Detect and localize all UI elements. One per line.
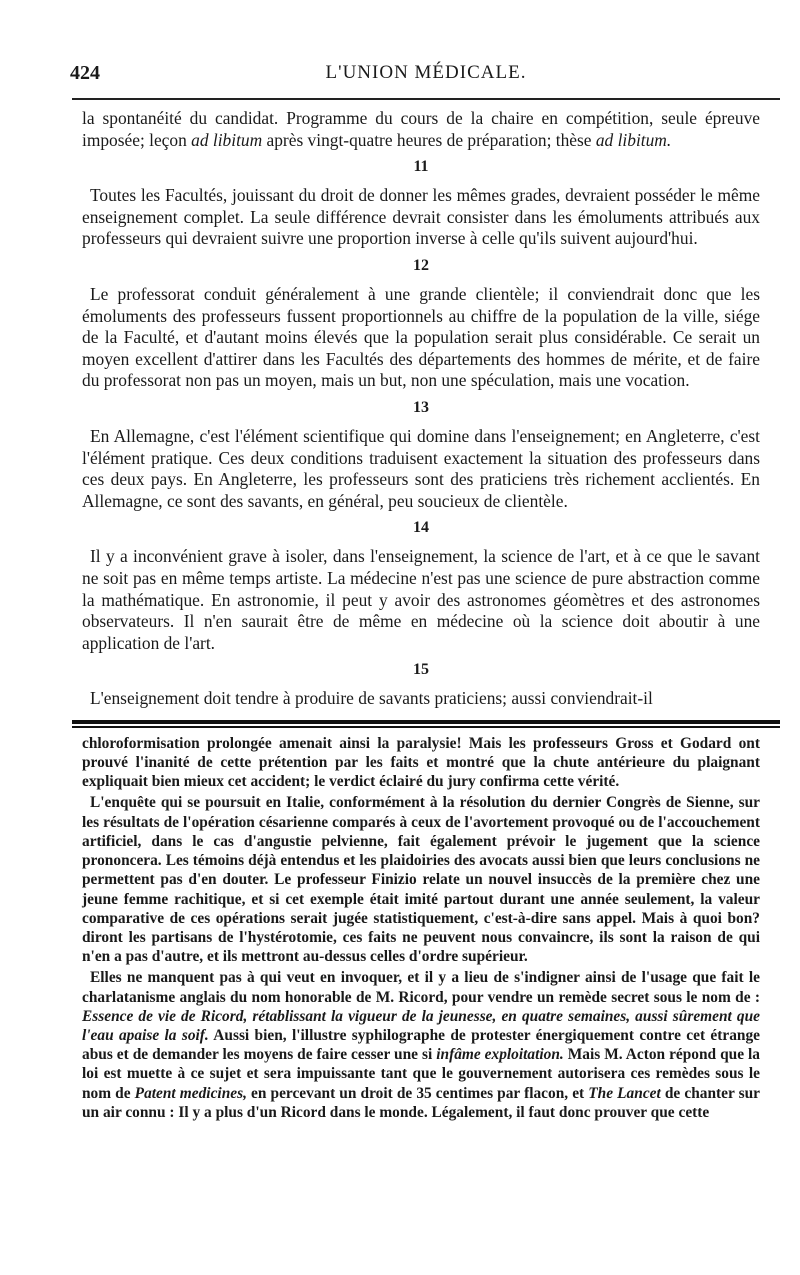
paragraph-14: Il y a inconvénient grave à isoler, dans l'enseignement, la science de l'art, et à ce que le savant ne soit pas en même temps artiste. La médecine n'est pas une science de pure abstraction comme la mathématique. En astronomie, il peut y avoir des astronomes géomètres et des astronomes observateurs. Il n'en saurait être de même en médecine où la science doit aboutir à une application de l'art.	[82, 546, 760, 653]
paragraph-13: En Allemagne, c'est l'élément scientifique qui domine dans l'enseignement; en Angleterre, c'est l'élément pratique. Ces deux conditions traduisent exactement la situation des professeurs dans ces deux pays. En Angleterre, les professeurs sont des praticiens très richement acclientés. En Allemagne, ce sont des savants, en général, peu soucieux de clientèle.	[82, 425, 760, 511]
page-number: 424	[70, 62, 100, 84]
running-title: L'UNION MÉDICALE.	[325, 62, 527, 83]
section-number-11: 11	[413, 158, 429, 176]
main-text	[82, 108, 760, 710]
section-number-14: 14	[413, 519, 429, 537]
feuilleton-paragraph-2: L'enquête qui se poursuit en Italie, conformément à la résolution du dernier Congrès de Sienne, sur les résultats de l'opération césarienne comparés à ceux de l'avortement provoqué ou de l'accouchement artificiel, dans le cas d'angustie pelvienne, fait également prévoir le jugement que la science prononcera. Les témoins déjà entendus et les plaidoiries des avocats aussi bien que leurs conclusions ne permettent pas d'en douter. Le professeur Finizio relate un nouvel insuccès de la première chez une jeune femme rachitique, et si cet exemple était imité partout durant une année seulement, la valeur comparative de ces opérations serait jugée statistiquement, c'est-à-dire sans appel. Mais à quoi bon? diront les partisans de l'hystérotomie, ces faits ne peuvent nous convaincre, ils sont la raison de qui n'en a pas d'autre, et ils mettront au-dessus celles d'ordre supérieur.	[82, 794, 760, 966]
paragraph-continued: la spontanéité du candidat. Programme du cours de la chaire en compétition, seule épreuve imposée; leçon ad libitum après vingt-quatre heures de préparation; thèse ad libitum.	[82, 108, 760, 150]
header-rule	[72, 98, 780, 100]
feuilleton-paragraph-3: Elles ne manquent pas à qui veut en invoquer, et il y a lieu de s'indigner ainsi de l'usage que fait le charlatanisme anglais du nom honorable de M. Ricord, pour vendre un remède secret sous le nom de : Essence de vie de Ricord, rétablissant la vigueur de la jeunesse, en quatre semaines, aussi sûrement que l'eau apaise la soif. Aussi bien, l'illustre syphilographe de protester énergiquement contre cet étrange abus et de demander les moyens de faire cesser une si infâme exploitation. Mais M. Acton répond que la loi est muette à ce sujet et sera impuissante tant que le gouvernement autorisera ces remèdes sous le nom de Patent medicines, en percevant un droit de 35 centimes par flacon, et The Lancet de chanter sur un air connu : Il y a plus d'un Ricord dans le monde. Légalement, il faut donc prouver que cette	[82, 969, 761, 1121]
page-header	[70, 62, 760, 92]
feuilleton-text	[82, 734, 760, 1122]
feuilleton-paragraph-1: chloroformisation prolongée amenait ainsi la paralysie! Mais les professeurs Gross et Godard ont prouvé l'inanité de cette prétention par les faits et montré que la chute antérieure du plaignant expliquait bien mieux cet accident; le verdict éclairé du jury confirma cette vérité.	[82, 734, 760, 791]
feuilleton-separator	[72, 720, 780, 728]
section-number-13: 13	[413, 398, 429, 416]
section-number-12: 12	[413, 256, 429, 274]
paragraph-12: Le professorat conduit généralement à une grande clientèle; il conviendrait donc que les émoluments des professeurs fussent proportionnels au chiffre de la population de la ville, siége de la Faculté, et d'autant moins élevés que la population serait plus considérable. Ce serait un moyen excellent d'attirer dans les Facultés des départements des hommes de mérite, et de faire du professorat non pas un moyen, mais un but, non une spéculation, mais une vocation.	[82, 283, 760, 391]
section-number-15: 15	[413, 661, 429, 679]
paragraph-11: Toutes les Facultés, jouissant du droit de donner les mêmes grades, devraient posséder le même enseignement complet. La seule différence devrait consister dans les émoluments attribués aux professeurs qui devraient suivre une proportion inverse à celle qu'ils suivent aujourd'hui.	[82, 185, 760, 249]
paragraph-15: L'enseignement doit tendre à produire de savants praticiens; aussi conviendrait-il	[90, 688, 653, 709]
